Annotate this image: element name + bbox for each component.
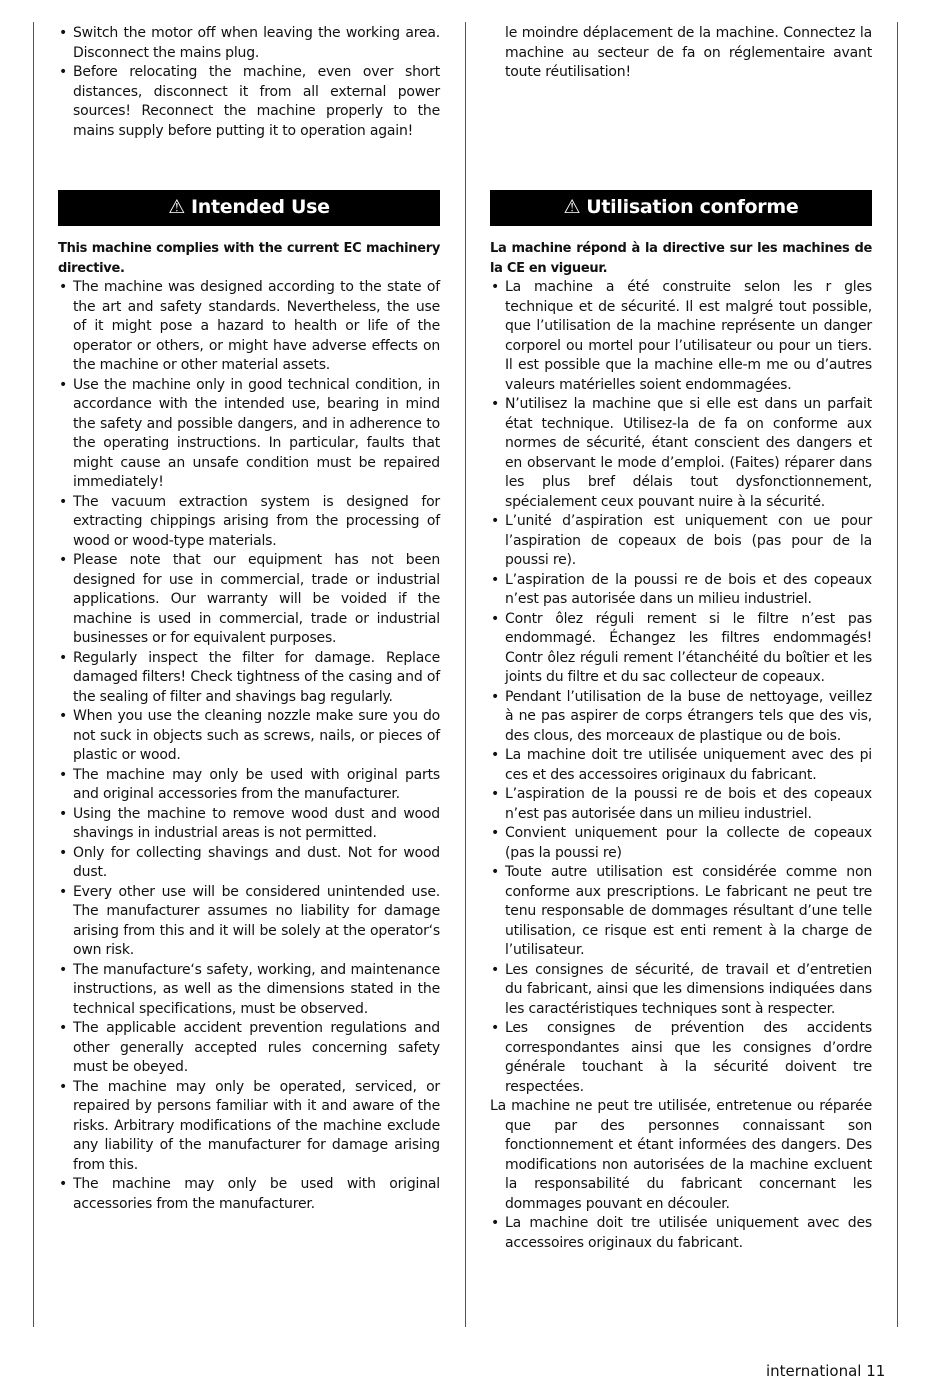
- list-item: • N’utilisez la machine que si elle est dans un parfait état technique. Utilisez-la de fa on conforme aux normes de sécurité, étant conscient des dangers et en observant le mode d’emploi. (Faites) réparer dans les plus bref délais tout dysfonctionnement, spécialement ceux pouvant nuire à la sécurité.: [490, 395, 872, 512]
- list-item: • Convient uniquement pour la collecte de copeaux (pas la poussi re): [490, 824, 872, 863]
- list-item: • Regularly inspect the filter for damage. Replace damaged filters! Check tightness of the casing and of the sealing of filter and shavings bag regularly.: [58, 649, 440, 708]
- left-top-list: [58, 24, 440, 141]
- list-item: • The machine may only be operated, serviced, or repaired by persons familiar with it and aware of the risks. Arbitrary modifications of the machine exclude any liability of the manufacturer for damage arising from this.: [58, 1078, 440, 1176]
- intended-use-list: [58, 278, 440, 1214]
- list-item: • The machine may only be used with original parts and original accessories from the manufacturer.: [58, 766, 440, 805]
- list-item: • The applicable accident prevention regulations and other generally accepted rules concerning safety must be obeyed.: [58, 1019, 440, 1078]
- list-item: • Switch the motor off when leaving the working area. Disconnect the mains plug.: [58, 24, 440, 63]
- right-margin-rule: [897, 22, 898, 1327]
- section-heading: Utilisation conforme: [586, 196, 799, 219]
- list-item: • Les consignes de prévention des accidents correspondantes ainsi que les consignes d’ordre générale touchant à la sécurité doivent tre respectées.: [490, 1019, 872, 1097]
- warning-icon: ⚠: [168, 196, 185, 219]
- list-item: • Only for collecting shavings and dust. Not for wood dust.: [58, 844, 440, 883]
- left-top-block: [58, 24, 440, 141]
- list-item: • The machine was designed according to the state of the art and safety standards. Nevertheless, the use of it might pose a hazard to health or life of the operator or others, or might have adverse effects on the machine or other material assets.: [58, 278, 440, 376]
- list-item: • When you use the cleaning nozzle make sure you do not suck in objects such as screws, nails, or pieces of plastic or wood.: [58, 707, 440, 766]
- list-item: • Les consignes de sécurité, de travail et d’entretien du fabricant, ainsi que les dimensions indiquées dans les caractéristiques techniques sont à respecter.: [490, 961, 872, 1020]
- intended-use-section: [58, 190, 440, 1214]
- plain-paragraph: La machine ne peut tre utilisée, entretenue ou réparée que par des personnes connaissant son fonctionnement et étant informées des dangers. Des modifications non autorisées de la machine excluent la responsabilité du fabricant concernant les dommages pouvant en découler.: [490, 1098, 872, 1212]
- list-item: • Before relocating the machine, even over short distances, disconnect it from all external power sources! Reconnect the machine properly to the mains supply before putting it to operation again!: [58, 63, 440, 141]
- right-top-block: [490, 24, 872, 83]
- list-item: • Pendant l’utilisation de la buse de nettoyage, veillez à ne pas aspirer de corps étrangers tels que des vis, des clous, des morceaux de plastique ou de bois.: [490, 688, 872, 747]
- utilisation-list: [490, 278, 872, 1097]
- section-header-bar: [490, 190, 872, 226]
- list-item: • Contr ôlez réguli rement si le filtre n’est pas endommagé. Échangez les filtres endommagés! Contr ôlez réguli rement l’étanchéité du boîtier et les joints du filtre et du sac collecteur de copeaux.: [490, 610, 872, 688]
- section-header-bar: [58, 190, 440, 226]
- list-item: • L’unité d’aspiration est uniquement con ue pour l’aspiration de copeaux de bois (pas pour de la poussi re).: [490, 512, 872, 571]
- list-item: • The vacuum extraction system is designed for extracting chippings arising from the processing of wood or wood-type materials.: [58, 493, 440, 552]
- continued-paragraph: le moindre déplacement de la machine. Connectez la machine au secteur de fa on réglementaire avant toute réutilisation!: [505, 25, 872, 80]
- list-item: • Use the machine only in good technical condition, in accordance with the intended use, bearing in mind the safety and possible dangers, and in adherence to the operating instructions. In particular, faults that might cause an unsafe condition must be repaired immediately!: [58, 376, 440, 493]
- page-footer: international 11: [766, 1362, 886, 1380]
- list-item: • The machine may only be used with original accessories from the manufacturer.: [58, 1175, 440, 1214]
- list-item: • Every other use will be considered unintended use. The manufacturer assumes no liability for damage arising from this and it will be solely at the operator‘s own risk.: [58, 883, 440, 961]
- list-item: • La machine doit tre utilisée uniquement avec des accessoires originaux du fabricant.: [490, 1214, 872, 1253]
- left-margin-rule: [33, 22, 34, 1327]
- section-heading: Intended Use: [190, 196, 330, 219]
- list-item: • La machine doit tre utilisée uniquement avec des pi ces et des accessoires originaux du fabricant.: [490, 746, 872, 785]
- list-item: • La machine a été construite selon les r gles technique et de sécurité. Il est malgré tout possible, que l’utilisation de la machine représente un danger corporel ou mortel pour l’utilisateur ou pour un tiers. Il est possible que la machine elle-m me ou d’autres valeurs matérielles soient endommagées.: [490, 278, 872, 395]
- list-item: • L’aspiration de la poussi re de bois et des copeaux n’est pas autorisée dans un milieu industriel.: [490, 785, 872, 824]
- warning-icon: ⚠: [563, 196, 581, 219]
- list-item: • L’aspiration de la poussi re de bois et des copeaux n’est pas autorisée dans un milieu industriel.: [490, 571, 872, 610]
- list-item: • The manufacture‘s safety, working, and maintenance instructions, as well as the dimensions stated in the technical specifications, must be observed.: [58, 961, 440, 1020]
- list-item: • Please note that our equipment has not been designed for use in commercial, trade or industrial applications. Our warranty will be voided if the machine is used in commercial, trade or industrial businesses or for equivalent purposes.: [58, 551, 440, 649]
- utilisation-list-end: [490, 1214, 872, 1253]
- list-item: • Using the machine to remove wood dust and wood shavings in industrial areas is not permitted.: [58, 805, 440, 844]
- lead-statement: This machine complies with the current EC machinery directive.: [58, 241, 440, 276]
- utilisation-conforme-section: [490, 190, 872, 1253]
- list-item: • Toute autre utilisation est considérée comme non conforme aux prescriptions. Le fabricant ne peut tre tenu responsable de dommages résultant d’une telle utilisation, ce risque est enti rement à la charge de l’utilisateur.: [490, 863, 872, 961]
- center-column-rule: [465, 22, 466, 1327]
- lead-statement: La machine répond à la directive sur les machines de la CE en vigueur.: [490, 241, 872, 276]
